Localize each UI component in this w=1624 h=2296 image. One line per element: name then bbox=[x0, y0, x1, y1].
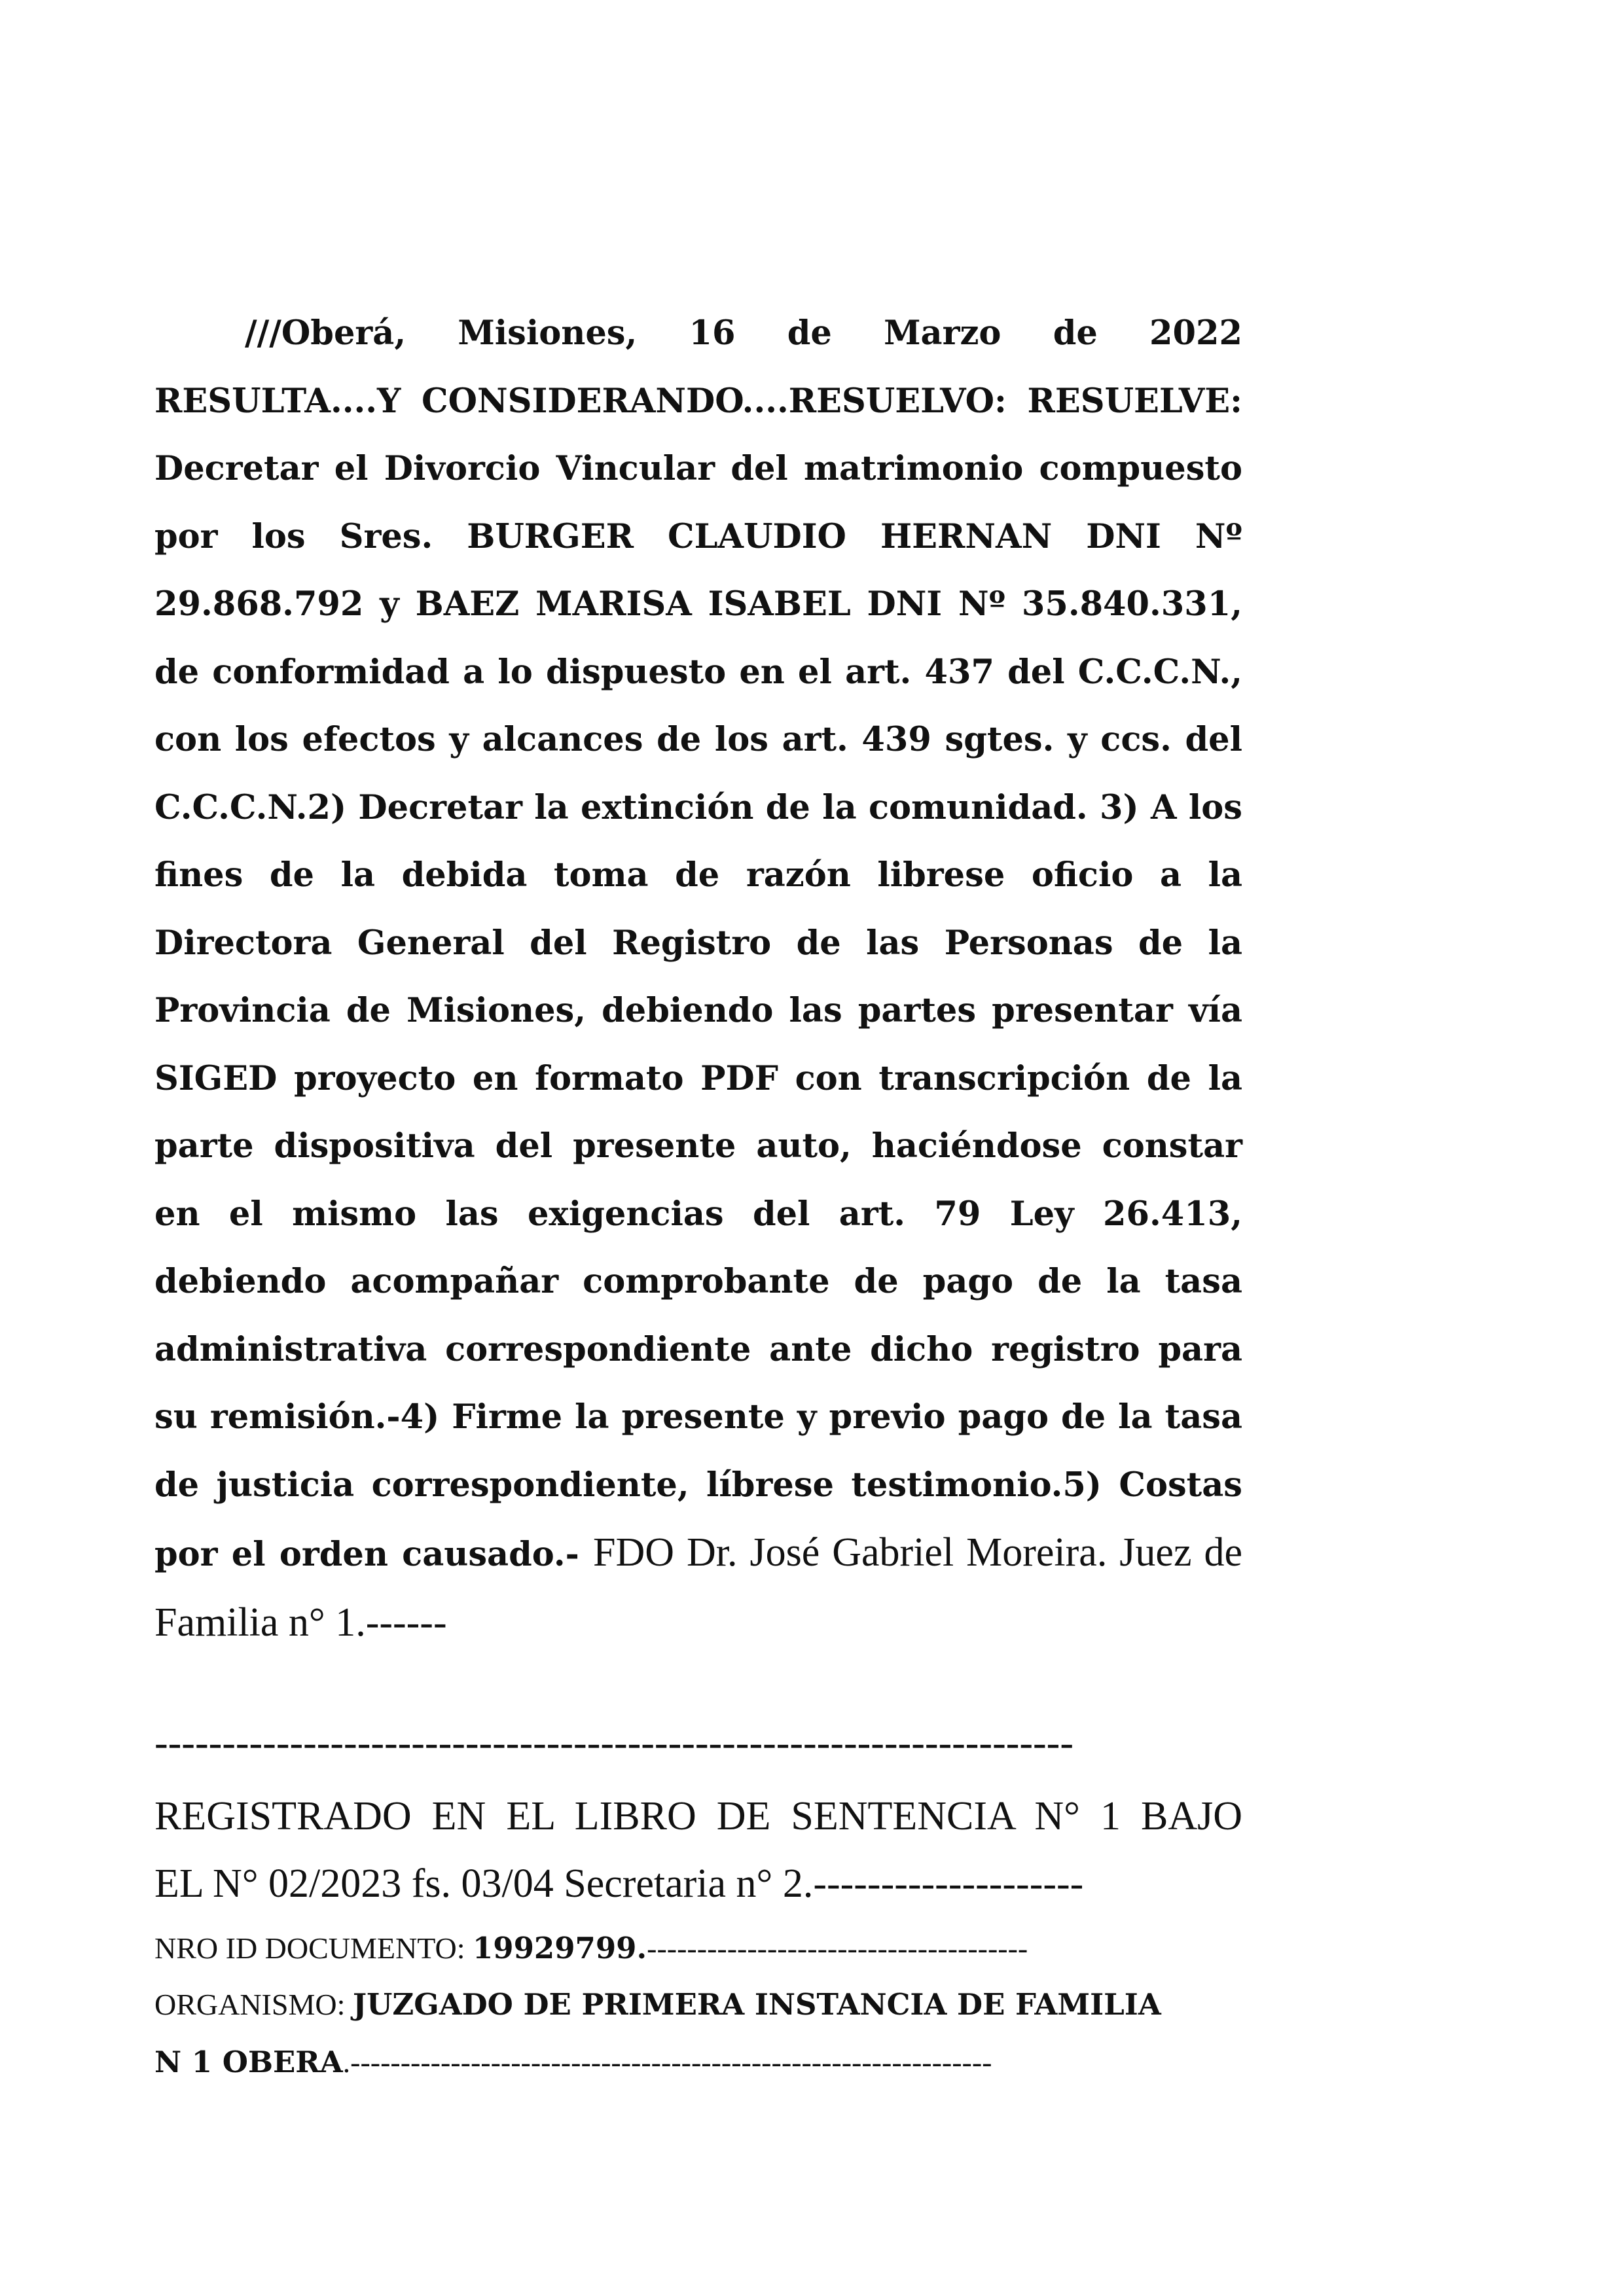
document-id-line bbox=[154, 1931, 1028, 1965]
organism-line-1 bbox=[154, 1987, 1161, 2022]
registry-line-1: REGISTRADO EN EL LIBRO DE SENTENCIA N° 1 BAJO bbox=[154, 1794, 1242, 1839]
organism-label: ORGANISMO: bbox=[154, 1988, 353, 2021]
document-id-label: NRO ID DOCUMENTO: bbox=[154, 1931, 473, 1965]
registry-line-2: EL N° 02/2023 fs. 03/04 Secretaria n° 2.-------------------- bbox=[154, 1861, 1084, 1906]
judge-signature: FDO Dr. José Gabriel Moreira. Juez de Familia n° 1.------ bbox=[154, 1530, 1242, 1645]
resolution-body bbox=[154, 300, 1242, 1659]
document-id-trail: -------------------------------------- bbox=[647, 1931, 1028, 1965]
separator-line: -------------------------------------------------------------------- bbox=[154, 1721, 1074, 1765]
organism-value-2: N 1 OBERA bbox=[154, 2045, 343, 2079]
organism-line-2 bbox=[154, 2045, 992, 2079]
document-id-value: 19929799. bbox=[473, 1931, 647, 1965]
resolution-text: ///Oberá, Misiones, 16 de Marzo de 2022 RESULTA....Y CONSIDERANDO....RESUELVO: RESUELVE: Decretar el Divorcio Vincular del matrimonio compuesto por los Sres. BURGER CLAUDIO HERNAN DNI Nº 29.868.792 y BAEZ MARISA ISABEL DNI Nº 35.840.331, de conformidad a lo dispuesto en el art. 437 del C.C.C.N., con los efectos y alcances de los art. 439 sgtes. y ccs. del C.C.C.N.2) Decretar la extinción de la comunidad. 3) A los fines de la debida toma de razón librese oficio a la Directora General del Registro de las Personas de la Provincia de Misiones, debiendo las partes presentar vía SIGED proyecto en formato PDF con transcripción de la parte dispositiva del presente auto, haciéndose constar en el mismo las exigencias del art. 79 Ley 26.413, debiendo acompañar comprobante de pago de la tasa administrativa correspondiente ante dicho registro para su remisión.-4) Firme la presente y previo pago de la tasa de justicia correspondiente, líbrese testimonio.5) Costas por el orden causado.- bbox=[154, 314, 1242, 1574]
organism-value-1: JUZGADO DE PRIMERA INSTANCIA DE FAMILIA bbox=[352, 1987, 1161, 2022]
organism-trail: .---------------------------------------------------------------- bbox=[342, 2045, 992, 2079]
